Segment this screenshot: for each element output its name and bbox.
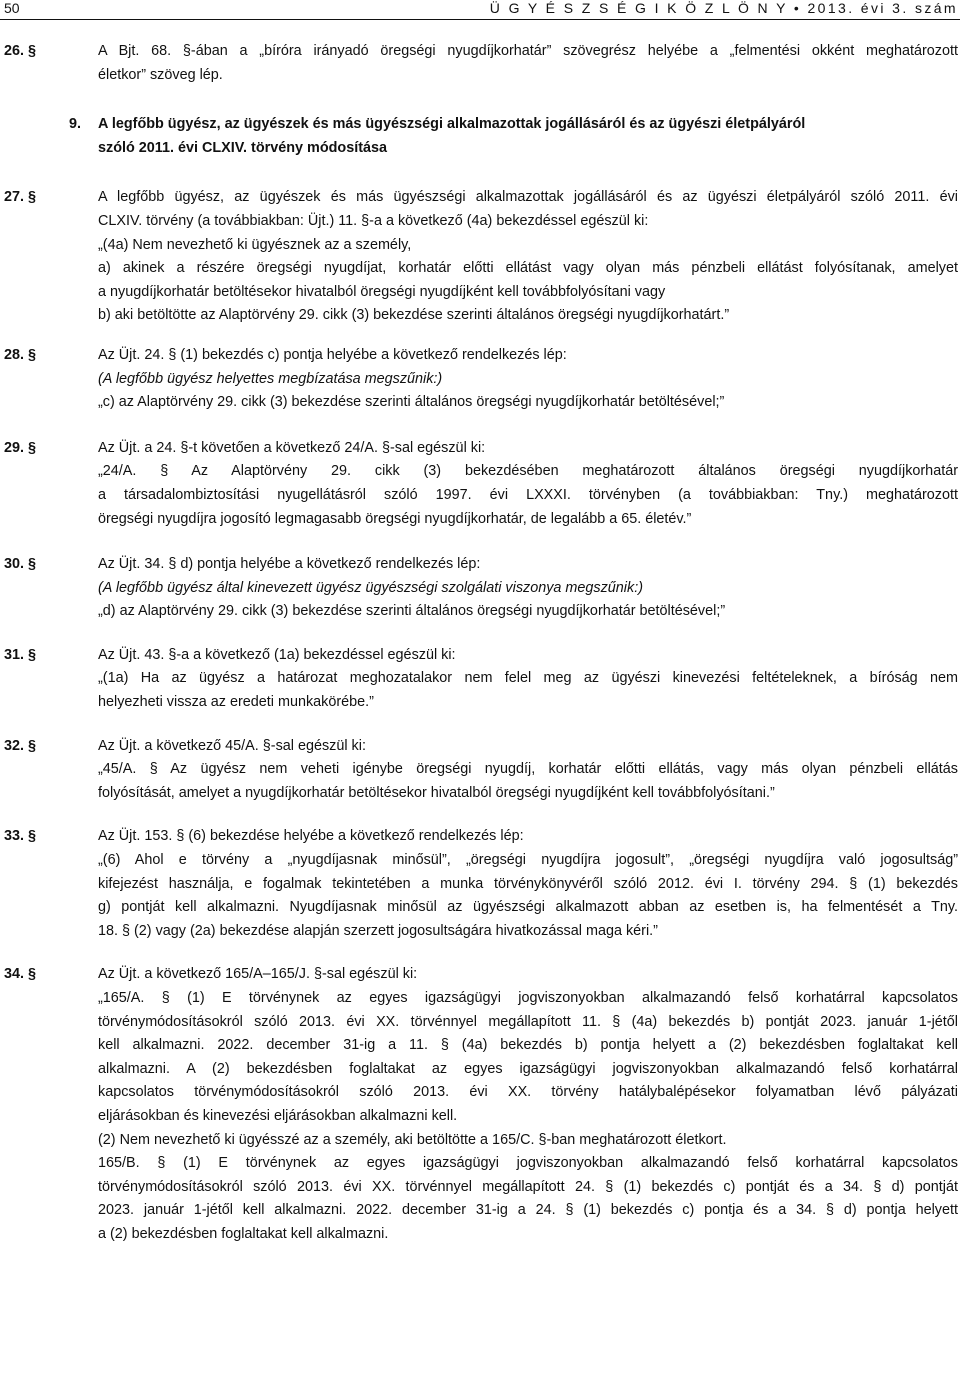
text-line: helyezheti vissza az eredeti munkakörébe.”: [98, 694, 374, 711]
header-divider: [0, 19, 960, 20]
text-line: Az Üjt. a 24. §-t követően a következő 24/A. §-sal egészül ki:: [98, 439, 486, 456]
page-number: 50: [4, 0, 20, 16]
text-line: a nyugdíjkorhatár betöltésekor hivatalból öregségi nyugdíjként kell továbbfolyósítani vagy: [98, 283, 666, 300]
text-line: (A legfőbb ügyész által kinevezett ügyész ügyészségi szolgálati viszonya megszűnik:): [98, 579, 643, 596]
section-gap: [4, 943, 958, 963]
chapter-heading: [4, 113, 958, 160]
text-line: „(4a) Nem nevezhető ki ügyésznek az a személy,: [98, 236, 412, 253]
document-body: [4, 40, 958, 1247]
section-number: 28. §: [4, 346, 37, 363]
text-line: eljárásokban és kinevezési eljárásokban alkalmazni kell.: [98, 1107, 458, 1124]
section-number: 29. §: [4, 439, 37, 456]
paragraph-section: [4, 825, 958, 943]
paragraph-section: [4, 344, 958, 415]
text-line: Az Üjt. a következő 165/A–165/J. §-sal egészül ki:: [98, 966, 418, 983]
section-gap: [4, 805, 958, 825]
text-line: (2) Nem nevezhető ki ügyésszé az a személy, aki betöltötte a 165/C. §-ban meghatározott életkort.: [98, 1131, 727, 1148]
chapter-title-line: A legfőbb ügyész, az ügyészek és más ügyészségi alkalmazottak jogállásáról és az ügyészi életpályáról: [98, 116, 806, 133]
text-line: „c) az Alaptörvény 29. cikk (3) bekezdése szerinti általános öregségi nyugdíjkorhatár betöltésével;”: [98, 394, 725, 411]
section-number: 32. §: [4, 737, 37, 754]
text-line: g) pontját kell alkalmazni. Nyugdíjasnak minősül az ügyészségi alkalmazott abban az esetben is, ha felmentését a Tny.: [98, 899, 958, 916]
section-gap: [4, 87, 958, 113]
text-line: folyósítását, amelyet a nyugdíjkorhatár betöltésekor hivatalból öregségi nyugdíjként kell továbbfolyósítani.”: [98, 784, 775, 801]
paragraph-section: [4, 437, 958, 531]
section-number: 31. §: [4, 646, 37, 663]
paragraph-section: [4, 735, 958, 806]
text-line: „165/A. § (1) E törvénynek az egyes igazságügyi jogviszonyokban alkalmazandó felső korhatárral kapcsolatos: [98, 990, 958, 1006]
section-number: 26. §: [4, 43, 37, 59]
paragraph-section: [4, 186, 958, 328]
text-line: „45/A. § Az ügyész nem veheti igénybe öregségi nyugdíj, korhatár előtti ellátás, vagy más olyan pénzbeli ellátás: [98, 761, 958, 778]
section-gap: [4, 715, 958, 735]
section-gap: [4, 160, 958, 186]
text-line: a) akinek a részére öregségi nyugdíjat, korhatár előtti ellátást vagy olyan más pénzbeli ellátást folyósítanak, amelyet: [98, 260, 958, 277]
text-line: Az Üjt. 34. § d) pontja helyébe a következő rendelkezés lép:: [98, 556, 481, 573]
text-line: „(6) Ahol e törvény a „nyugdíjasnak minősül”, „öregségi nyugdíjra jogosult”, „öregségi nyugdíjra való jogosultság”: [98, 852, 958, 869]
section-number: 30. §: [4, 556, 37, 573]
paragraph-section: [4, 644, 958, 715]
text-line: A Bjt. 68. §-ában a „bíróra irányadó öregségi nyugdíjkorhatár” szövegrész helyébe a „felmentési okként meghatározott: [98, 43, 958, 59]
text-line: CLXIV. törvény (a továbbiakban: Üjt.) 11. §-a a következő (4a) bekezdéssel egészül ki:: [98, 212, 649, 229]
text-line: „24/A. § Az Alaptörvény 29. cikk (3) bekezdésében meghatározott általános öregségi nyugdíjkorhatár: [98, 463, 958, 480]
text-line: törvénymódosításokról szóló 2013. évi XX. törvénnyel megállapított 24. § (1) bekezdés c) pontját és a 34. § d) pontját: [98, 1178, 958, 1195]
section-gap: [4, 531, 958, 553]
section-gap: [4, 328, 958, 344]
text-line: b) aki betöltötte az Alaptörvény 29. cikk (3) bekezdése szerinti általános öregségi nyugdíjkorhatárt.”: [98, 307, 730, 324]
text-line: 18. § (2) vagy (2a) bekezdése alapján szerzett jogosultságára hivatkozással maga kéri.”: [98, 922, 658, 939]
journal-title: Ü G Y É S Z S É G I K Ö Z L Ö N Y • 2013. évi 3. szám: [489, 0, 958, 16]
section-number: 33. §: [4, 828, 37, 845]
text-line: „d) az Alaptörvény 29. cikk (3) bekezdése szerinti általános öregségi nyugdíjkorhatár betöltésével;”: [98, 603, 726, 620]
text-line: 2023. január 1-jétől kell alkalmazni. 2022. december 31-ig a 24. § (1) bekezdés c) pontja és a 34. § d) pontja helyett: [98, 1202, 958, 1219]
text-line: A legfőbb ügyész, az ügyészek és más ügyészségi alkalmazottak jogállásáról és az ügyészi életpályáról szóló 2011. évi: [98, 189, 958, 206]
text-line: öregségi nyugdíjra jogosító legmagasabb öregségi nyugdíjkorhatár, de legalább a 65. életév.”: [98, 510, 692, 527]
section-number: 27. §: [4, 189, 37, 206]
section-gap: [4, 624, 958, 644]
text-line: Az Üjt. 24. § (1) bekezdés c) pontja helyébe a következő rendelkezés lép:: [98, 346, 567, 363]
text-line: „(1a) Ha az ügyész a határozat meghozatalakor nem felel meg az ügyészi kinevezési feltételeknek, a bíróság nem: [98, 670, 958, 687]
text-line: életkor” szöveg lép.: [98, 66, 223, 83]
text-line: kifejezést használja, e fogalmak tekintetében a munka törvénykönyvéről szóló 2012. évi I. törvény 294. § (1) bekezdés: [98, 875, 958, 892]
text-line: a (2) bekezdésben foglaltakat kell alkalmazni.: [98, 1225, 389, 1242]
text-line: alkalmazni. A (2) bekezdésben foglaltakat az egyes igazságügyi jogviszonyokban alkalmazandó felső korhatárral: [98, 1060, 958, 1077]
text-line: kapcsolatos törvénymódosításokról szóló 2013. évi XX. törvény hatálybalépésekor folyamatban lévő pályázati: [98, 1084, 958, 1101]
text-line: a társadalombiztosítási nyugellátásról szóló 1997. évi LXXXI. törvényben (a továbbiakban: Tny.) meghatározott: [98, 486, 958, 503]
chapter-number: 9.: [69, 116, 82, 133]
text-line: kell alkalmazni. 2022. december 31-ig a 11. § (4a) bekezdés b) pontja helyett a (2) bekezdésben foglaltakat kell: [98, 1037, 958, 1054]
text-line: (A legfőbb ügyész helyettes megbízatása megszűnik:): [98, 370, 443, 387]
chapter-title-line: szóló 2011. évi CLXIV. törvény módosítása: [98, 139, 387, 156]
text-line: Az Üjt. a következő 45/A. §-sal egészül ki:: [98, 737, 366, 754]
paragraph-section: [4, 553, 958, 624]
text-line: Az Üjt. 43. §-a a következő (1a) bekezdéssel egészül ki:: [98, 646, 456, 663]
paragraph-section: [4, 40, 958, 87]
section-number: 34. §: [4, 966, 37, 983]
text-line: 165/B. § (1) E törvénynek az egyes igazságügyi jogviszonyokban alkalmazandó felső korhatárral kapcsolatos: [98, 1155, 958, 1172]
text-line: Az Üjt. 153. § (6) bekezdése helyébe a következő rendelkezés lép:: [98, 828, 524, 845]
paragraph-section: [4, 963, 958, 1246]
text-line: törvénymódosításokról szóló 2013. évi XX. törvénnyel megállapított 11. § (4a) bekezdés b) pontját 2023. január 1-jétől: [98, 1013, 958, 1030]
page-header: [0, 0, 960, 16]
section-gap: [4, 415, 958, 437]
